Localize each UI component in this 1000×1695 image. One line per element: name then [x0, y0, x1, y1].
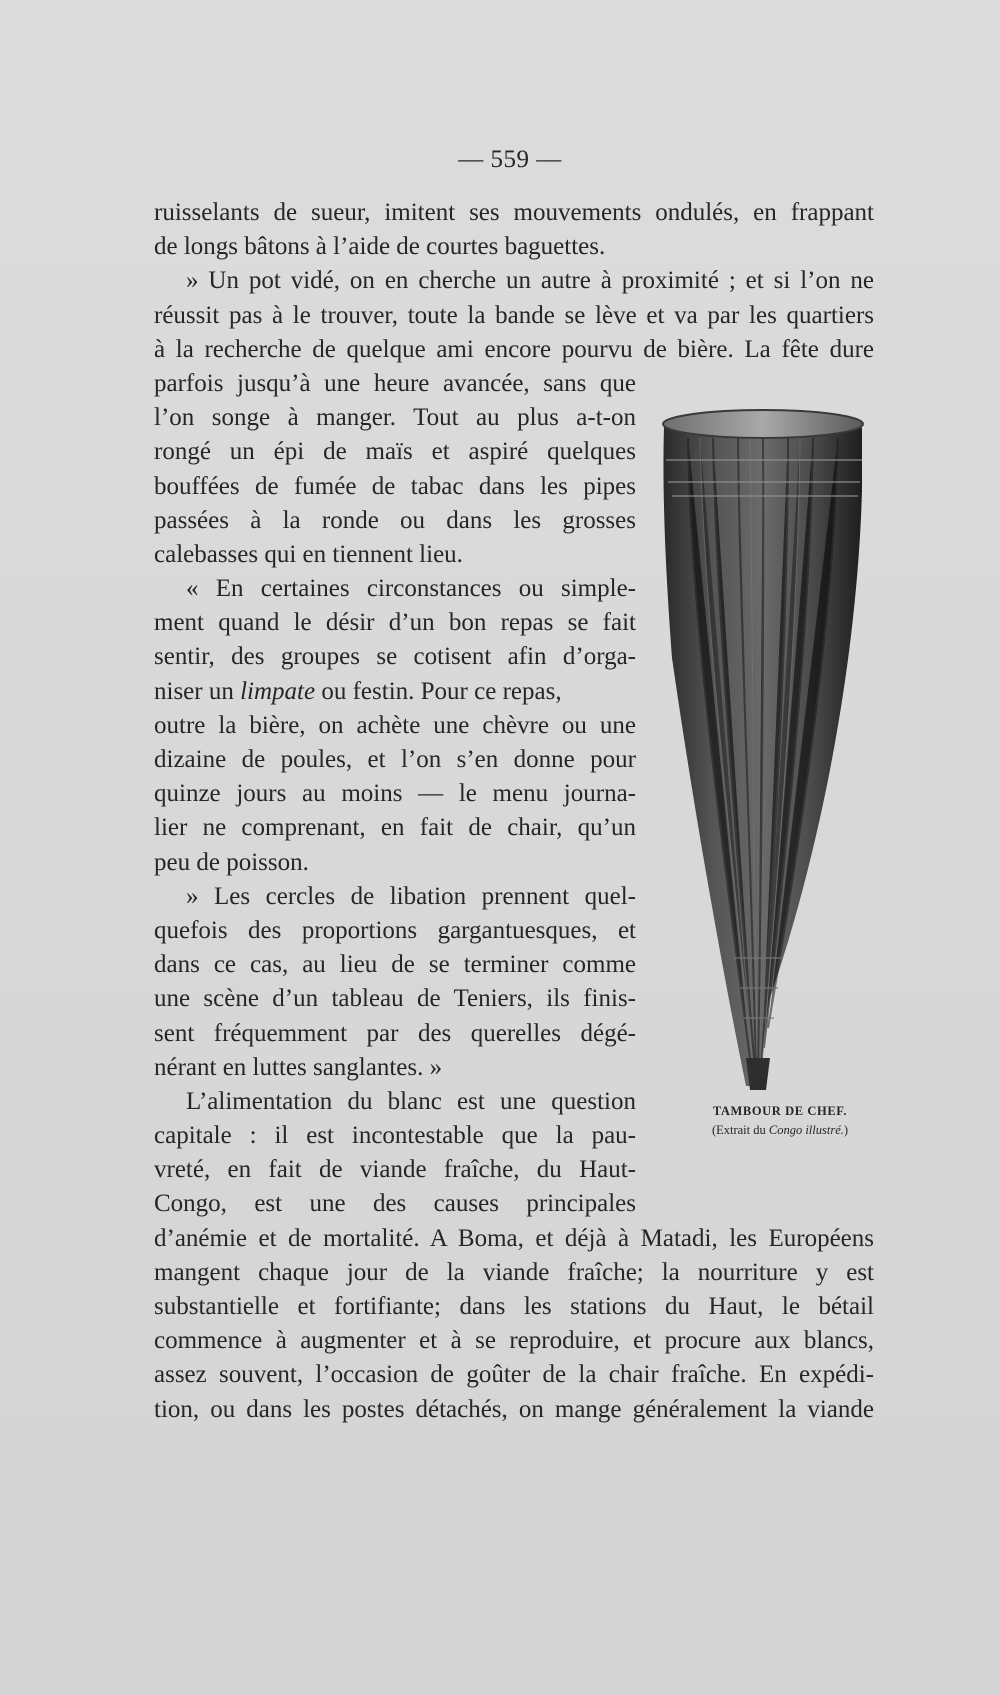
- italic-term: limpate: [240, 677, 316, 705]
- text-line: dizaine de poules, et l’on s’en donne pour: [154, 746, 636, 773]
- text-line: peu de poisson.: [154, 848, 309, 876]
- text-line: outre la bière, on achète une chèvre ou une: [154, 711, 636, 739]
- caption-source-title: Congo illustré.: [768, 1123, 844, 1137]
- caption-source: [660, 1121, 900, 1140]
- text-run: niser un: [154, 677, 241, 705]
- text-line: de longs bâtons à l’aide de courtes baguettes.: [154, 233, 606, 261]
- text-line: dans ce cas, au lieu de se terminer comme: [154, 951, 636, 979]
- text-line: substantielle et fortifiante; dans les stations du Haut, le bétail: [154, 1293, 874, 1320]
- text-line: nérant en luttes sanglantes. »: [154, 1053, 443, 1081]
- text-line: bouffées de fumée de tabac dans les pipes: [154, 472, 636, 500]
- text-line: ruisselants de sueur, imitent ses mouvements ondulés, en frappant: [154, 199, 874, 226]
- text-line: ment quand le désir d’un bon repas se fait: [154, 609, 636, 637]
- caption-title: TAMBOUR DE CHEF.: [712, 1104, 848, 1118]
- caption-source-suffix: ): [843, 1123, 849, 1137]
- text-line: passées à la ronde ou dans les grosses: [154, 506, 636, 534]
- text-line: d’anémie et de mortalité. A Boma, et déjà à Matadi, les Européens: [154, 1224, 874, 1252]
- text-line: une scène d’un tableau de Teniers, ils finis-: [154, 985, 636, 1013]
- text-line: L’alimentation du blanc est une question: [186, 1087, 636, 1115]
- text-line: tion, ou dans les postes détachés, on mange généralement la viande: [154, 1395, 874, 1423]
- text-line: » Un pot vidé, on en cherche un autre à proximité ; et si l’on ne: [186, 267, 874, 295]
- text-line: lier ne comprenant, en fait de chair, qu’un: [154, 814, 636, 842]
- text-line: Congo, est une des causes principales: [154, 1190, 636, 1218]
- text-line: sentir, des groupes se cotisent afin d’orga-: [154, 643, 636, 671]
- text-line: quinze jours au moins — le menu journa-: [154, 780, 636, 808]
- text-line: quefois des proportions gargantuesques, et: [154, 916, 636, 944]
- text-line: l’on songe à manger. Tout au plus a-t-on: [154, 404, 636, 432]
- text-line: [154, 675, 636, 709]
- page-number: — 559 —: [458, 146, 562, 173]
- text-line: parfois jusqu’à une heure avancée, sans que: [154, 369, 636, 397]
- text-line: » Les cercles de libation prennent quel-: [186, 882, 636, 910]
- text-line: rongé un épi de maïs et aspiré quelques: [154, 438, 636, 466]
- figure-caption: [660, 1102, 900, 1140]
- text-run: ou festin. Pour ce repas,: [315, 677, 562, 705]
- text-line: vreté, en fait de viande fraîche, du Haut-: [154, 1156, 636, 1184]
- text-line: commence à augmenter et à se reproduire, et procure aux blancs,: [154, 1327, 874, 1355]
- text-line: réussit pas à le trouver, toute la bande se lève et va par les quartiers: [154, 301, 874, 329]
- text-line: assez souvent, l’occasion de goûter de la chair fraîche. En expédi-: [154, 1361, 874, 1389]
- text-line: calebasses qui en tiennent lieu.: [154, 540, 463, 568]
- text-line: sent fréquemment par des querelles dégé-: [154, 1019, 636, 1047]
- text-line: « En certaines circonstances ou simple-: [186, 575, 636, 603]
- text-line: mangent chaque jour de la viande fraîche; la nourriture y est: [154, 1258, 874, 1286]
- text-line: capitale : il est incontestable que la pau-: [154, 1122, 636, 1150]
- caption-source-prefix: (Extrait du: [711, 1123, 769, 1137]
- text-line: à la recherche de quelque ami encore pourvu de bière. La fête dure: [154, 335, 874, 363]
- drum-illustration: [658, 398, 872, 1098]
